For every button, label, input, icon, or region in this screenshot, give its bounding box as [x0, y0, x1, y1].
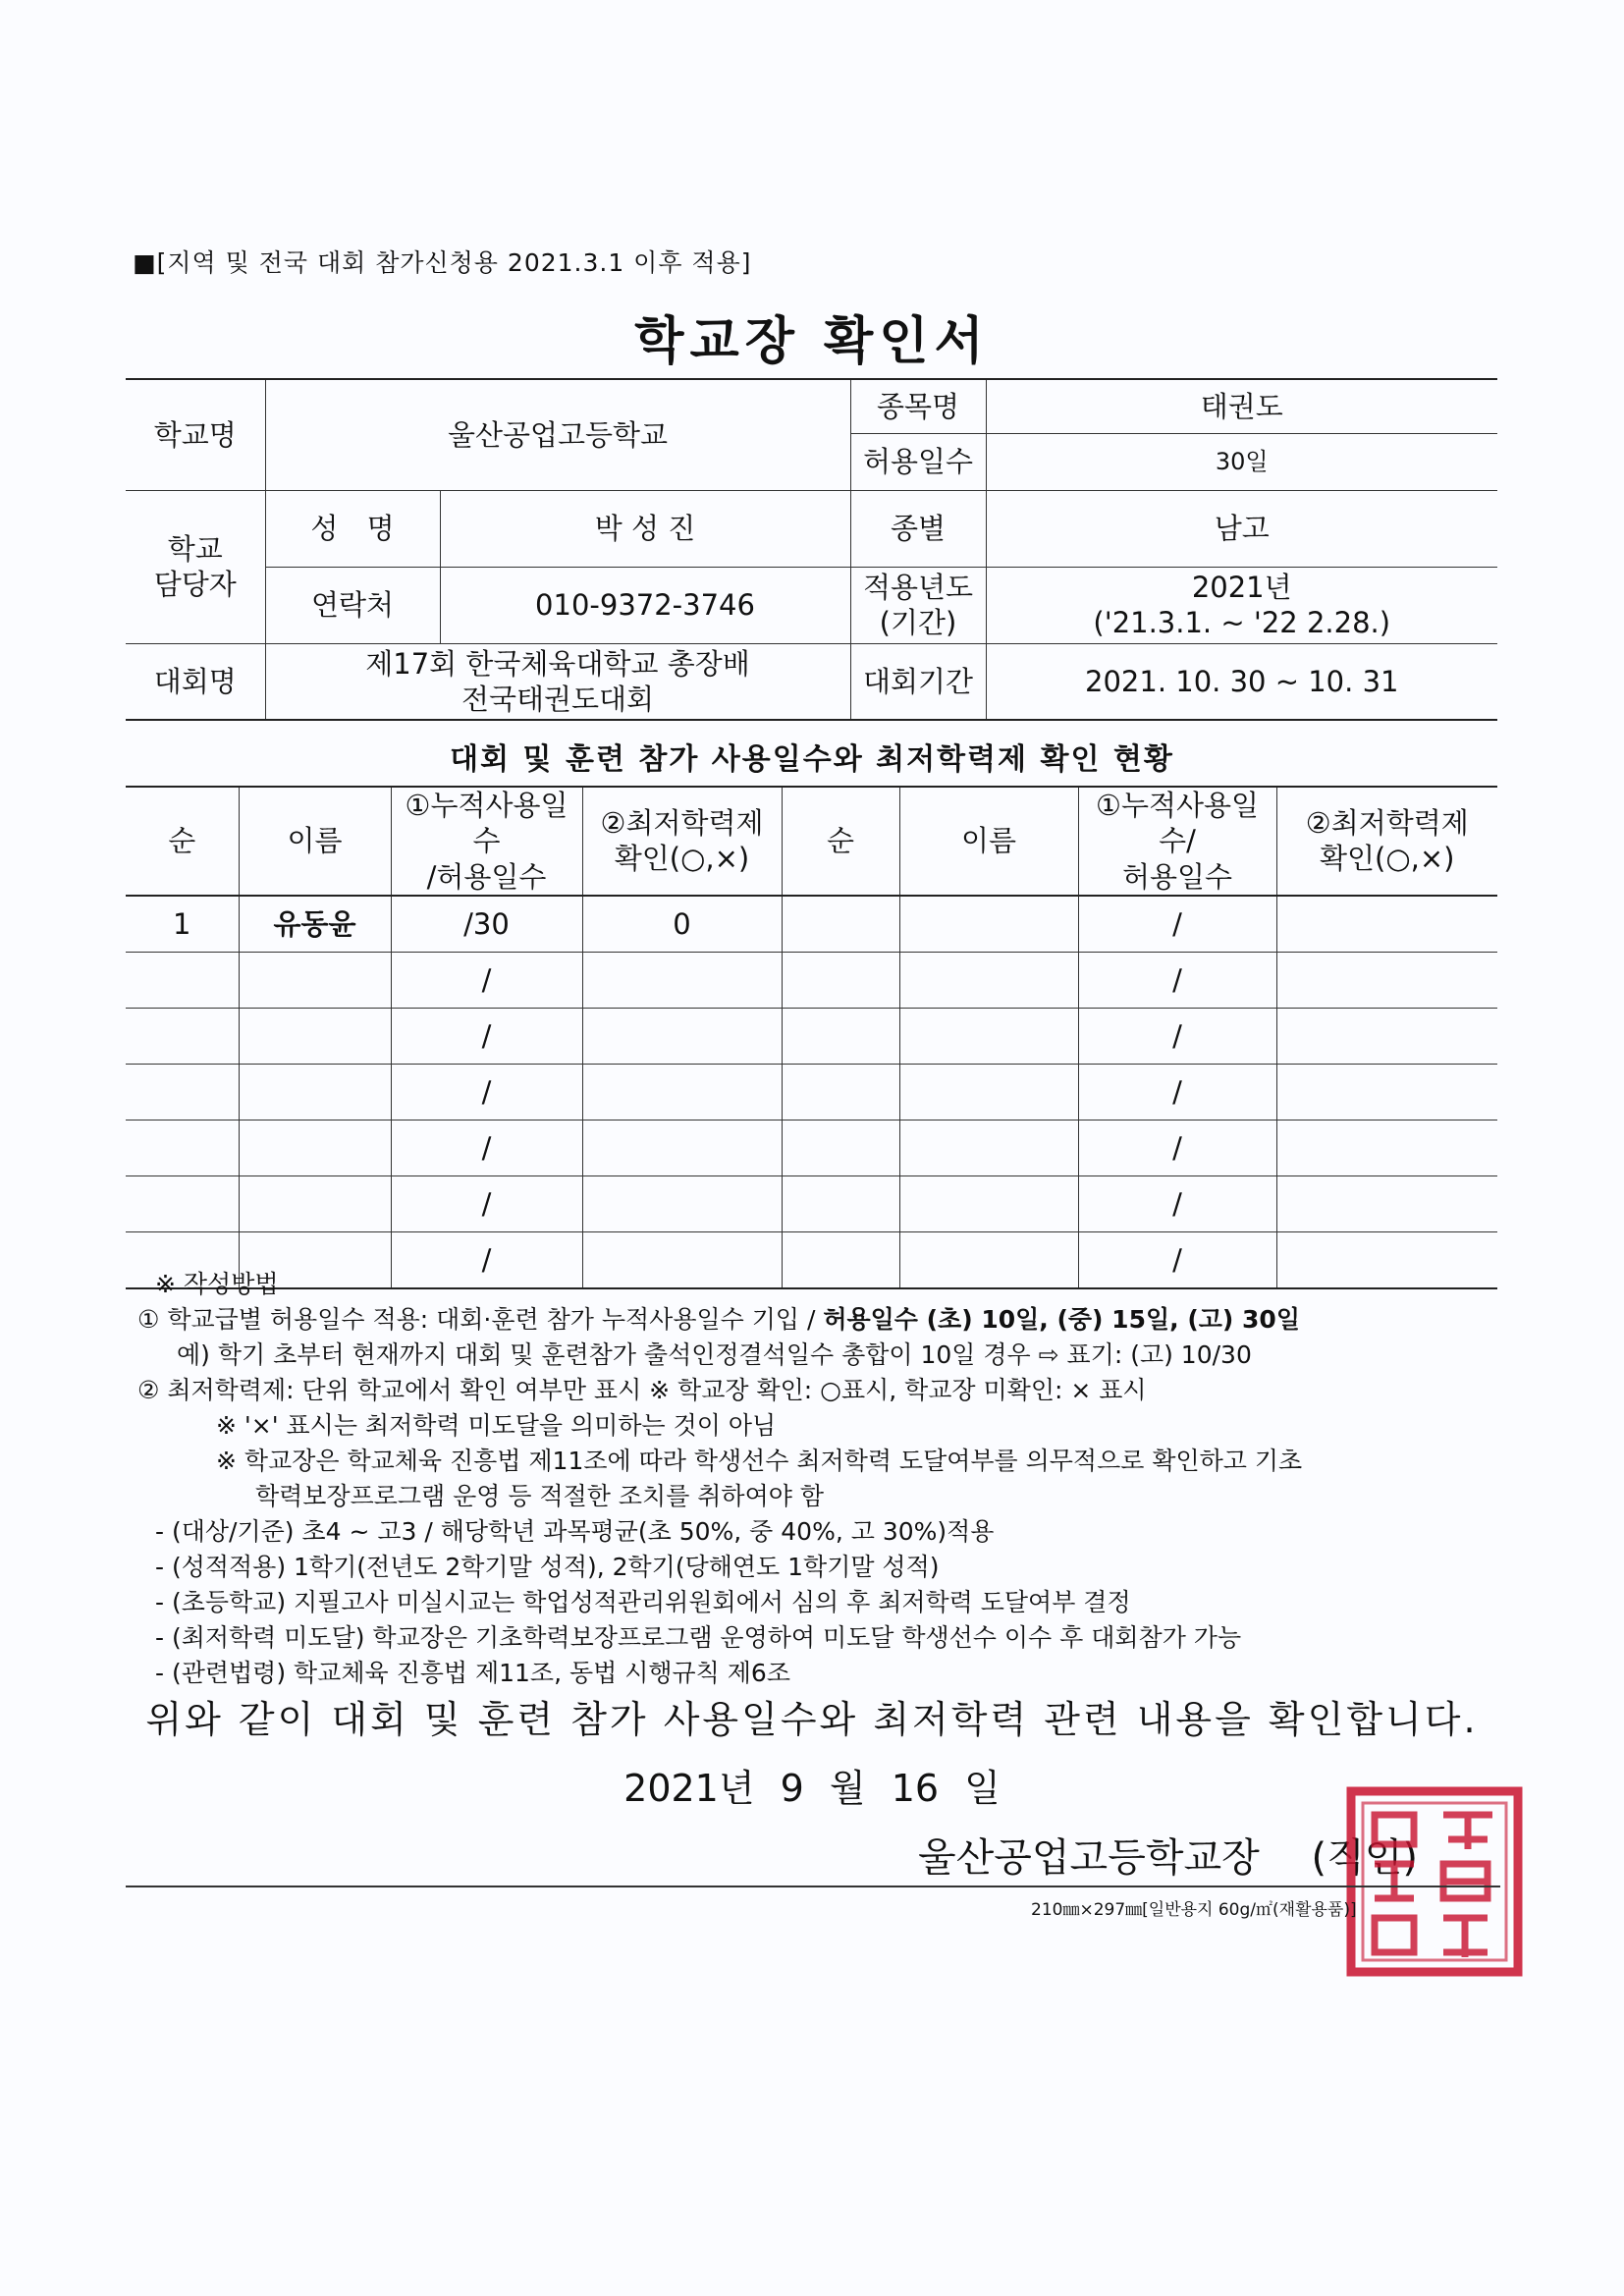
table-cell: [582, 1008, 782, 1064]
table-cell: [899, 896, 1078, 953]
seal-mark: (직인): [1311, 1835, 1418, 1881]
detail-1: - (대상/기준) 초4 ~ 고3 / 해당학년 과목평균(초 50%, 중 40%, 고 30%)적용: [155, 1517, 995, 1546]
header-cell: ②최저학력제 확인(○,×): [1276, 787, 1497, 896]
notes: [137, 1267, 1512, 1691]
principal-signature: [918, 1827, 1418, 1883]
table-cell: [239, 1008, 391, 1064]
usage-table: [126, 786, 1497, 1289]
table-cell: [582, 1120, 782, 1175]
year-cell: [986, 567, 1497, 643]
table-cell: [582, 1064, 782, 1120]
allowed-days-label: 허용일수: [850, 433, 986, 490]
table-cell: [126, 952, 239, 1008]
contact-label: 연락처: [265, 567, 440, 643]
competition-value: 제17회 한국체육대학교 총장배 전국태권도대회: [265, 643, 850, 720]
period-label: 대회기간: [850, 643, 986, 720]
bottom-rule: [126, 1886, 1500, 1887]
table-cell: [239, 1064, 391, 1120]
table-cell: [899, 1175, 1078, 1231]
table-cell: [782, 896, 899, 953]
note-1-b: 허용일수 (초) 10일, (중) 15일, (고) 30일: [823, 1305, 1300, 1334]
principal-name: 울산공업고등학교장: [918, 1835, 1260, 1881]
event-label: 종목명: [850, 379, 986, 433]
note-2-a: ※ '×' 표시는 최저학력 미도달을 의미하는 것이 아님: [216, 1411, 777, 1440]
table-cell: /: [1078, 1120, 1276, 1175]
table-cell: 0: [582, 896, 782, 953]
note-2: ② 최저학력제: 단위 학교에서 확인 여부만 표시 ※ 학교장 확인: ○표시, 학교장 미확인: × 표시: [137, 1376, 1147, 1404]
event-value: 태권도: [986, 379, 1497, 433]
table-cell: [782, 1064, 899, 1120]
table-cell: /: [1078, 952, 1276, 1008]
official-seal-icon: [1345, 1785, 1524, 1978]
year-value: 2021년: [1191, 570, 1292, 604]
table-cell: [1276, 896, 1497, 953]
table-row: [126, 1008, 1497, 1064]
table-cell: [1276, 1120, 1497, 1175]
section-title: 대회 및 훈련 참가 사용일수와 최저학력제 확인 현황: [450, 742, 1174, 777]
table-cell: [782, 1175, 899, 1231]
table-row: [126, 896, 1497, 953]
detail-4: - (최저학력 미도달) 학교장은 기초학력보장프로그램 운영하여 미도달 학생선수 이수 후 대회참가 가능: [155, 1623, 1242, 1652]
name-value: 박 성 진: [440, 490, 850, 567]
note-2-b2: 학력보장프로그램 운영 등 적절한 조치를 취하여야 함: [255, 1482, 824, 1510]
paper-spec-footer: 210㎜×297㎜[일반용지 60g/㎡(재활용품)]: [1031, 1900, 1357, 1920]
school-label: 학교명: [126, 379, 265, 490]
table-row: [126, 1120, 1497, 1175]
table-cell: /: [1078, 1008, 1276, 1064]
issue-date: 2021년 9 월 16 일: [623, 1767, 1001, 1810]
year-period: ('21.3.1. ~ '22 2.28.): [1093, 606, 1391, 639]
detail-5: - (관련법령) 학교체육 진흥법 제11조, 동법 시행규칙 제6조: [155, 1659, 790, 1687]
table-cell: [1276, 952, 1497, 1008]
table-cell: /: [391, 1008, 582, 1064]
note-2-b: ※ 학교장은 학교체육 진흥법 제11조에 따라 학생선수 최저학력 도달여부를 의무적으로 확인하고 기초: [216, 1447, 1303, 1475]
detail-2: - (성적적용) 1학기(전년도 2학기말 성적), 2학기(당해연도 1학기말 성적): [155, 1553, 940, 1581]
table-cell: [126, 1175, 239, 1231]
table-cell: [582, 1175, 782, 1231]
table-cell: /: [391, 1120, 582, 1175]
table-cell: [782, 1008, 899, 1064]
header-cell: 이름: [899, 787, 1078, 896]
table-cell: [239, 1175, 391, 1231]
table-row: [126, 952, 1497, 1008]
table-cell: [239, 1120, 391, 1175]
table-cell: [582, 952, 782, 1008]
confirmation-statement: 위와 같이 대회 및 훈련 참가 사용일수와 최저학력 관련 내용을 확인합니다.: [145, 1698, 1479, 1741]
table-cell: [899, 1008, 1078, 1064]
table-cell: [1276, 1008, 1497, 1064]
header-cell: 순: [126, 787, 239, 896]
table-row: [126, 1064, 1497, 1120]
note-1-a: ① 학교급별 허용일수 적용: 대회·훈련 참가 누적사용일수 기입 /: [137, 1305, 824, 1334]
manager-label: 학교 담당자: [126, 490, 265, 643]
year-label: 적용년도 (기간): [850, 567, 986, 643]
table-cell: 유동윤: [239, 896, 391, 953]
contact-value: 010-9372-3746: [440, 567, 850, 643]
header-cell: 이름: [239, 787, 391, 896]
competition-label: 대회명: [126, 643, 265, 720]
allowed-days-value: 30일: [986, 433, 1497, 490]
category-value: 남고: [986, 490, 1497, 567]
info-table: [126, 378, 1497, 721]
category-label: 종별: [850, 490, 986, 567]
header-cell: 순: [782, 787, 899, 896]
table-cell: /30: [391, 896, 582, 953]
table-cell: /: [391, 952, 582, 1008]
table-cell: /: [391, 1231, 582, 1288]
table-cell: [899, 1120, 1078, 1175]
usage-header-row: [126, 787, 1497, 896]
period-value: 2021. 10. 30 ~ 10. 31: [986, 643, 1497, 720]
table-cell: [899, 952, 1078, 1008]
document-title: 학교장 확인서: [634, 312, 990, 371]
note-1: [137, 1302, 1512, 1338]
table-cell: [782, 1120, 899, 1175]
table-cell: [126, 1064, 239, 1120]
table-cell: [1276, 1175, 1497, 1231]
table-cell: [1276, 1064, 1497, 1120]
table-cell: /: [391, 1064, 582, 1120]
table-cell: [782, 952, 899, 1008]
header-note: ■[지역 및 전국 대회 참가신청용 2021.3.1 이후 적용]: [133, 248, 752, 277]
table-row: [126, 1175, 1497, 1231]
table-cell: /: [1078, 1231, 1276, 1288]
table-cell: /: [1078, 896, 1276, 953]
table-cell: [899, 1064, 1078, 1120]
table-cell: [126, 1008, 239, 1064]
table-cell: [126, 1120, 239, 1175]
school-value: 울산공업고등학교: [265, 379, 850, 490]
table-cell: /: [1078, 1064, 1276, 1120]
header-cell: ①누적사용일수/ 허용일수: [1078, 787, 1276, 896]
table-cell: /: [1078, 1175, 1276, 1231]
notes-heading: ※ 작성방법: [155, 1270, 279, 1298]
detail-3: - (초등학교) 지필고사 미실시교는 학업성적관리위원회에서 심의 후 최저학력 도달여부 결정: [155, 1588, 1131, 1616]
header-cell: ①누적사용일수 /허용일수: [391, 787, 582, 896]
table-cell: 1: [126, 896, 239, 953]
header-cell: ②최저학력제 확인(○,×): [582, 787, 782, 896]
table-cell: [239, 952, 391, 1008]
table-cell: /: [391, 1175, 582, 1231]
note-1-example: 예) 학기 초부터 현재까지 대회 및 훈련참가 출석인정결석일수 총합이 10일 경우 ⇨ 표기: (고) 10/30: [177, 1340, 1252, 1369]
name-label: 성 명: [265, 490, 440, 567]
